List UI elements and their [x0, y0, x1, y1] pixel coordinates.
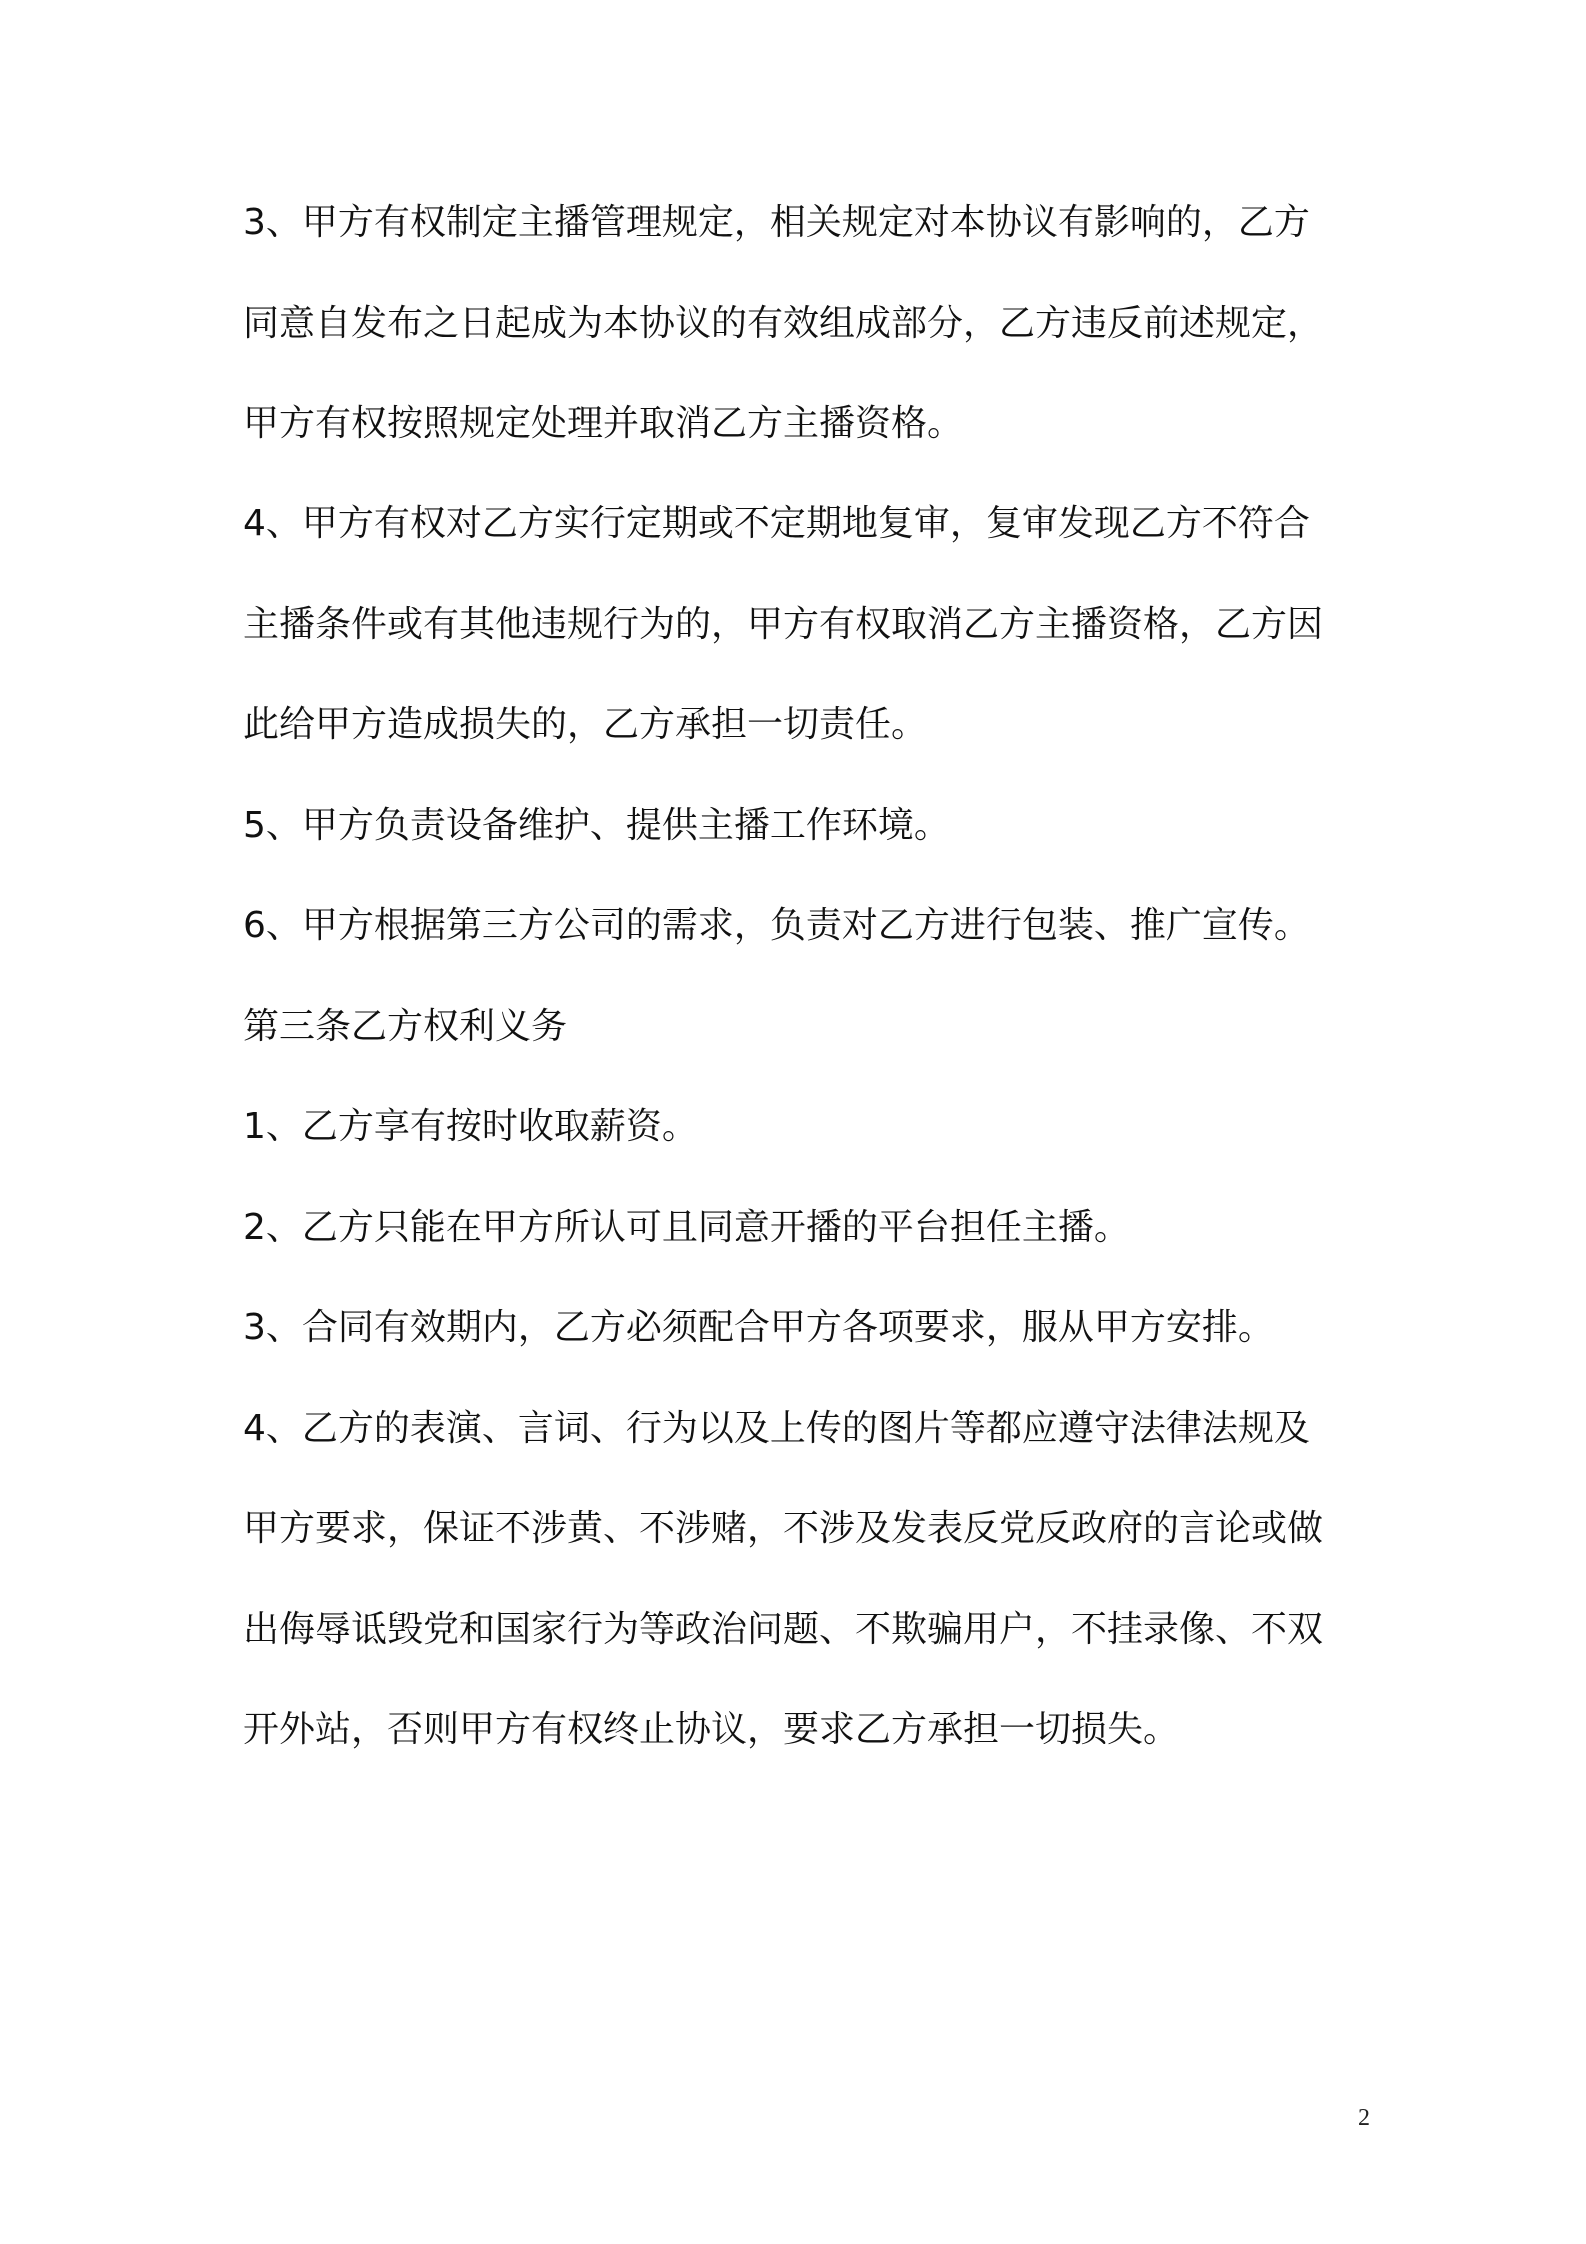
clause-3-4-line-1: 4、乙方的表演、言词、行为以及上传的图片等都应遵守法律法规及: [243, 1408, 1310, 1449]
clause-3-4-line-2: 甲方要求，保证不涉黄、不涉赌，不涉及发表反党反政府的言论或做: [243, 1508, 1324, 1549]
clause-2-3-line-1: 3、甲方有权制定主播管理规定，相关规定对本协议有影响的，乙方: [243, 202, 1310, 243]
clause-2-4-line-1: 4、甲方有权对乙方实行定期或不定期地复审，复审发现乙方不符合: [243, 503, 1310, 544]
clause-2-5: 5、甲方负责设备维护、提供主播工作环境。: [243, 805, 950, 846]
section-heading-article-3: 第三条乙方权利义务: [243, 1006, 568, 1047]
clause-3-1: 1、乙方享有按时收取薪资。: [243, 1106, 698, 1147]
clause-3-3: 3、合同有效期内，乙方必须配合甲方各项要求，服从甲方安排。: [243, 1307, 1274, 1348]
clause-2-3-line-2: 同意自发布之日起成为本协议的有效组成部分，乙方违反前述规定，: [243, 303, 1324, 344]
clause-2-4-line-2: 主播条件或有其他违规行为的，甲方有权取消乙方主播资格，乙方因: [243, 604, 1324, 645]
clause-3-2: 2、乙方只能在甲方所认可且同意开播的平台担任主播。: [243, 1207, 1130, 1248]
clause-2-3-line-3: 甲方有权按照规定处理并取消乙方主播资格。: [243, 403, 964, 444]
clause-3-4-line-4: 开外站，否则甲方有权终止协议，要求乙方承担一切损失。: [243, 1709, 1180, 1750]
clause-3-4-line-3: 出侮辱诋毁党和国家行为等政治问题、不欺骗用户，不挂录像、不双: [243, 1609, 1324, 1650]
page-number: 2: [1358, 2105, 1370, 2131]
clause-2-6: 6、甲方根据第三方公司的需求，负责对乙方进行包装、推广宣传。: [243, 905, 1310, 946]
clause-2-4-line-3: 此给甲方造成损失的，乙方承担一切责任。: [243, 704, 928, 745]
